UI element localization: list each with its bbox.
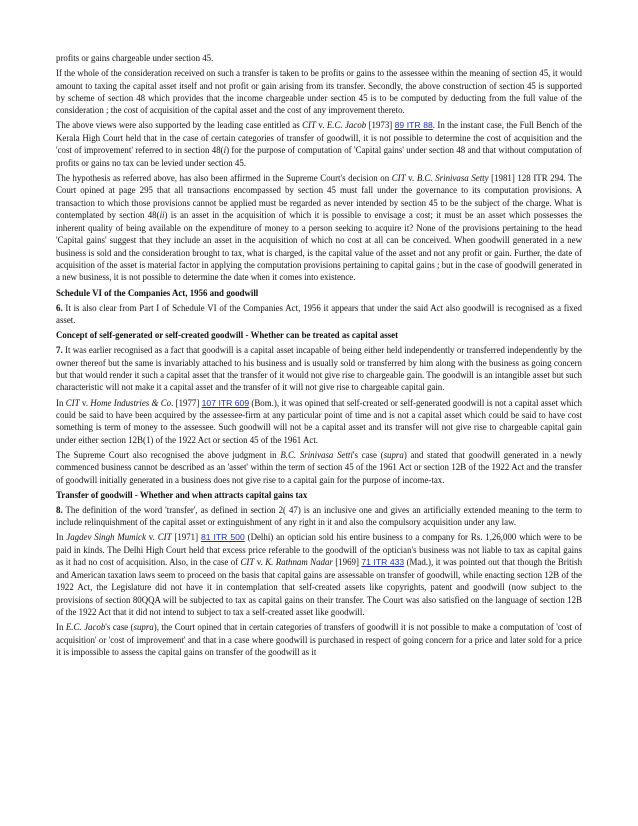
text-run: It was earlier recognised as a fact that goodwill is a capital asset incapable of being either held independently or transferred independently by the owner thereof but the same is invariably attached to his business and is usually sold or transferred by him along with the business as going concern but that would render it such a capital asset that the transfer of it would not give rise to chargeable gain. The goodwill is an intangible asset but such characteristic will not make it a capital asset and the transfer of it will not give rise to chargeable capital gain. bbox=[56, 345, 582, 393]
text-run: [1981] 128 ITR 294. The Court opined at page 295 that all transactions encompassed by section 45 must fall under the governance to its computation provisions. A transaction to which those provisions cannot be applied must be regarded as never intended by section 45 to be the subject of the charge. What is contemplated by section 48( bbox=[56, 172, 582, 221]
italic-text: E.C. Jacob bbox=[326, 120, 367, 131]
text-run: The hypothesis as referred above, has also been affirmed in the Supreme Court's decision on bbox=[56, 172, 392, 183]
text-run: ), the Court opined that in certain categories of transfers of goodwill it is not possible to make a computation of 'cost of acquisition' or 'cost of improvement' and that in a case where goodwill is purchased in respect of going concern for a price and later sold for a price it is impossible to assess the capital gains on transfer of the goodwill as it bbox=[56, 622, 582, 658]
italic-text: E.C. Jacob bbox=[65, 622, 106, 633]
text-run: Transfer of goodwill - Whether and when attracts capital gains tax bbox=[56, 489, 308, 500]
paragraph-number: 8. bbox=[56, 504, 63, 515]
text-run: (Delhi) an optician sold his entire business to a company for Rs. 1,26,000 which were to be paid in kinds. The Delhi High Court held that excess price referable to the goodwill of the optician's business was not liable to tax as capital gains as it had no cost of acquisition. Also, in the case of bbox=[56, 532, 582, 568]
italic-text: B.C. Srinivasa Setti bbox=[280, 449, 353, 460]
text-run: 's case ( bbox=[352, 449, 384, 460]
paragraph bbox=[56, 119, 582, 169]
section-heading bbox=[56, 329, 582, 341]
text-run: The above views were also supported by the leading case entitled as bbox=[56, 120, 303, 131]
text-run: (Mad.), it was pointed out that though the British and American taxation laws seem to proceed on the basis that capital gains are assessable on transfer of goodwill, while enacting section 12B of the 1922 Act, the Legislature did not have it in contemplation that self-created assets like copyrights, patent and goodwill (now subject to the provisions of section 80QQA will be subjected to tax as capital gains on their transfer. The Court was also satisfied on the language of section 12B of the 1922 Act that it did not intend to subject to tax a self-created asset like goodwill. bbox=[56, 557, 583, 618]
text-run: The definition of the word 'transfer', as defined in section 2( 47) is an inclusive one and gives an artificially extended meaning to the term to include relinquishment of the capital asset or extinguishment of any right in it and also the compulsory acquisition under any law. bbox=[56, 504, 582, 528]
text-run: v. bbox=[405, 172, 417, 183]
italic-text: ii bbox=[159, 210, 165, 221]
paragraph bbox=[56, 621, 582, 658]
italic-text: CIT bbox=[302, 120, 316, 131]
text-run: v. bbox=[145, 532, 158, 543]
italic-text: supra bbox=[133, 622, 154, 633]
text-run: Concept of self-generated or self-created goodwill - Whether can be treated as capital asset bbox=[56, 330, 399, 341]
text-run: [1973] bbox=[366, 120, 395, 131]
paragraph bbox=[56, 344, 582, 394]
text-run: The Supreme Court also recognised the above judgment in bbox=[56, 449, 281, 460]
paragraph bbox=[56, 52, 582, 64]
text-run: If the whole of the consideration received on such a transfer is taken to be profits or gains to the assessee within the meaning of section 45, it would amount to taxing the capital asset itself and not profit or gain arising from its transfer. Secondly, the above construction of section 45 is supported by scheme of section 48 which provides that the income chargeable under section 45 is to be computed by deducting from the full value of the consideration ; the cost of acquisition of the capital asset and the cost of any improvement thereto. bbox=[56, 68, 582, 116]
text-run: In bbox=[56, 622, 66, 633]
text-run: profits or gains chargeable under section 45. bbox=[56, 53, 214, 63]
italic-text: CIT bbox=[391, 172, 406, 183]
text-run: [1969] bbox=[332, 557, 362, 568]
text-run: In bbox=[56, 397, 66, 408]
text-run: It is also clear from Part I of Schedule VI of the Companies Act, 1956 it appears that under the said Act also goodwill is recognised as a fixed asset. bbox=[56, 302, 582, 326]
italic-text: CIT bbox=[157, 532, 172, 543]
paragraph bbox=[56, 449, 582, 486]
citation-link[interactable]: 71 ITR 433 bbox=[361, 557, 405, 568]
text-run: v. bbox=[79, 397, 91, 408]
paragraph-number: 6. bbox=[56, 302, 63, 313]
text-run: Schedule VI of the Companies Act, 1956 and goodwill bbox=[56, 287, 259, 298]
text-run: [1971] bbox=[171, 532, 201, 543]
text-run: ) and stated that goodwill generated in a newly commenced business cannot be described as an 'asset' within the term of section 45 of the 1961 Act or section 12B of the 1922 Act and the transfer of goodwill initially generated in a business does not give rise to a capital gain for the purpose of income-tax. bbox=[56, 449, 583, 485]
italic-text: Home Industries & Co bbox=[90, 397, 172, 408]
paragraph bbox=[56, 397, 582, 447]
paragraph bbox=[56, 67, 582, 117]
text-run: v. bbox=[315, 120, 327, 131]
text-run: 's case ( bbox=[105, 622, 134, 633]
citation-link[interactable]: 81 ITR 500 bbox=[200, 532, 245, 543]
section-heading bbox=[56, 287, 582, 299]
text-run: . [1977] bbox=[171, 397, 202, 408]
italic-text: supra bbox=[383, 449, 404, 460]
text-run: ) is an asset in the acquisition of which it is possible to envisage a cost; it must be an asset which possesses the inherent quality of being available on the expenditure of money to a person seeking to acquire it? None of the provisions pertaining to the head 'Capital gains' suggest that they include an asset in the acquisition of which no cost at all can be conceived. When goodwill generated in a new business is sold and the consideration brought to tax, what is charged, is the capital value of the asset and not any profit or gain. Further, the date of acquisition of the asset is material factor in applying the computation provisions pertaining to capital gains ; but in the case of goodwill generated in a new business, it is not possible to determine the date when it comes into existence. bbox=[56, 210, 583, 283]
citation-link[interactable]: 89 ITR 88 bbox=[394, 120, 433, 131]
italic-text: CIT bbox=[240, 557, 255, 568]
text-run: (Bom.), it was opined that self-created or self-generated goodwill is not a capital asset which could be said to have been acquired by the assessee-firm at any particular point of time and is not a capital asset which could be said to have cost something is term of money to the assessee. Such goodwill will not be a capital asset and its transfer will not give rise to chargeable capital gain under either section 12B(1) of the 1922 Act or section 45 of the 1961 Act. bbox=[56, 397, 582, 445]
italic-text: K. Rathnam Nadar bbox=[265, 557, 333, 568]
paragraph bbox=[56, 504, 582, 529]
section-heading bbox=[56, 489, 582, 501]
italic-text: B.C. Srinivasa Setty bbox=[416, 172, 489, 183]
paragraph bbox=[56, 531, 582, 618]
text-run: In bbox=[56, 532, 67, 543]
text-run: . In the instant case, the Full Bench of the Kerala High Court held that in the case of certain categories of transfer of goodwill, it is not possible to determine the cost of acquisition and the 'cost of improvement' referred to in section 48( bbox=[56, 120, 582, 156]
text-run: v. bbox=[254, 557, 266, 568]
italic-text: i bbox=[223, 145, 227, 156]
paragraph-number: 7. bbox=[56, 345, 63, 356]
paragraph bbox=[56, 172, 582, 284]
paragraph bbox=[56, 302, 582, 327]
citation-link[interactable]: 107 ITR 609 bbox=[201, 397, 250, 408]
text-run: ) for the purpose of computation of 'Capital gains' under section 48 and that without computation of profits or gains no tax can be levied under section 45. bbox=[56, 145, 583, 168]
italic-text: CIT bbox=[65, 397, 80, 408]
document-body bbox=[56, 52, 582, 661]
italic-text: Jagdev Singh Mumick bbox=[66, 532, 146, 543]
